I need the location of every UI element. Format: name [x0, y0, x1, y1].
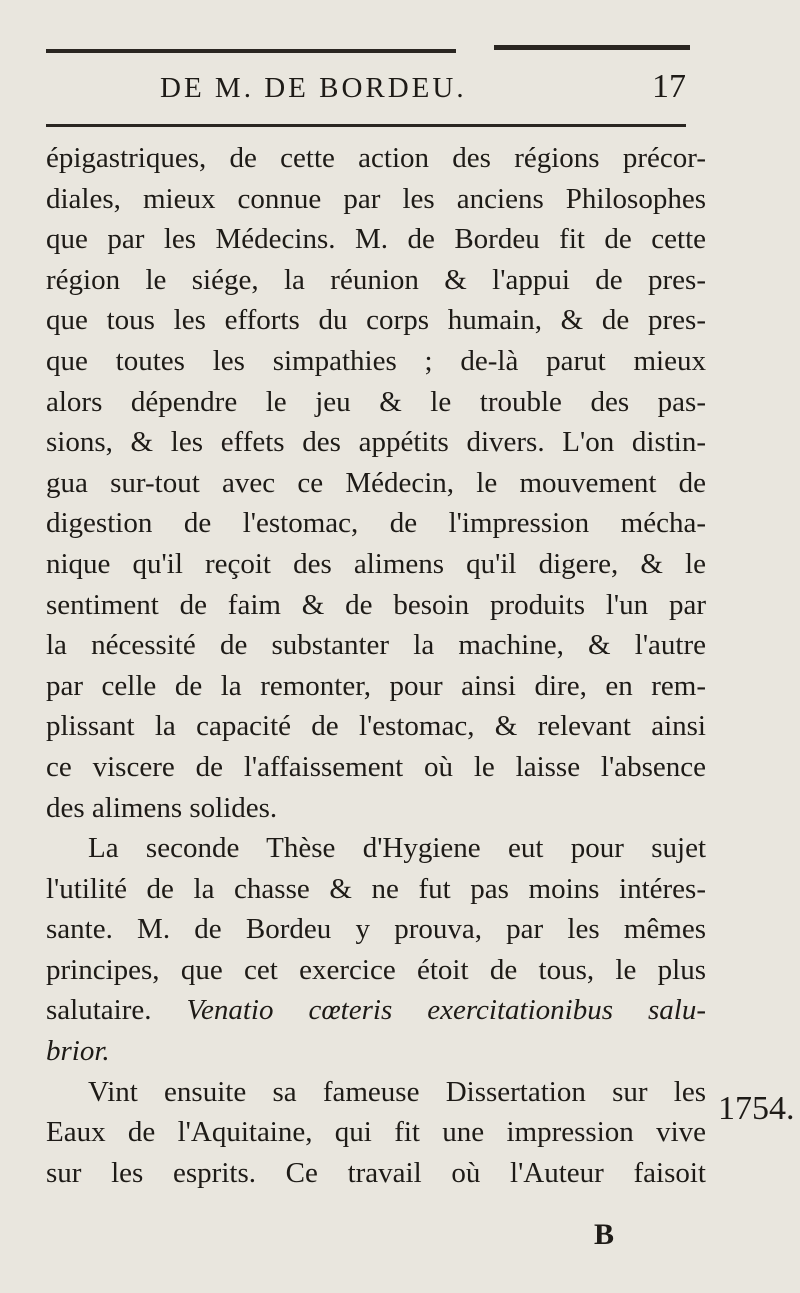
margin-year-note: 1754.: [718, 1090, 795, 1127]
text-line: sante. M. de Bordeu y prouva, par les mêmes: [46, 913, 706, 946]
text-line: La seconde Thèse d'Hygiene eut pour sujet: [88, 832, 706, 865]
page-number: 17: [652, 68, 686, 105]
latin-quote: Venatio cœteris exercitationibus salu-: [186, 994, 706, 1027]
text-line: sur les esprits. Ce travail où l'Auteur faisoit: [46, 1156, 706, 1189]
text-line: alors dépendre le jeu & le trouble des pas-: [46, 385, 706, 418]
text-line: nique qu'il reçoit des alimens qu'il digere, & le: [46, 547, 706, 580]
top-rule-right: [494, 45, 690, 50]
text-line: par celle de la remonter, pour ainsi dire, en rem-: [46, 669, 706, 702]
running-head: DE M. DE BORDEU.: [160, 72, 467, 104]
text-line: principes, que cet exercice étoit de tous, le plus: [46, 953, 706, 986]
latin-quote-end: brior.: [46, 1035, 110, 1068]
text-line: région le siége, la réunion & l'appui de pres-: [46, 263, 706, 296]
text-line: Eaux de l'Aquitaine, qui fit une impression vive: [46, 1116, 706, 1149]
text-line: Vint ensuite sa fameuse Dissertation sur les: [88, 1075, 706, 1108]
text-line: des alimens solides.: [46, 791, 278, 824]
text-line: sentiment de faim & de besoin produits l'un par: [46, 588, 706, 621]
signature-mark: B: [594, 1218, 615, 1251]
text-line: épigastriques, de cette action des régions précor-: [46, 142, 706, 174]
text-line: [46, 1031, 706, 1072]
text-line: digestion de l'estomac, de l'impression mécha-: [46, 507, 706, 540]
text-line: ce viscere de l'affaissement où le laisse l'absence: [46, 750, 706, 783]
header-rule: [46, 124, 686, 127]
body-text: [46, 138, 706, 1193]
text-line: l'utilité de la chasse & ne fut pas moins intéres-: [46, 872, 706, 905]
text-line: sions, & les effets des appétits divers. L'on distin-: [46, 426, 706, 459]
text-line: que toutes les simpathies ; de-là parut mieux: [46, 344, 706, 377]
text-line: gua sur-tout avec ce Médecin, le mouvement de: [46, 466, 706, 499]
text-line-span: salutaire.: [46, 994, 152, 1027]
text-line: que tous les efforts du corps humain, & de pres-: [46, 304, 706, 337]
text-line: diales, mieux connue par les anciens Philosophes: [46, 182, 706, 215]
text-line: plissant la capacité de l'estomac, & relevant ainsi: [46, 710, 706, 743]
text-line: [46, 990, 706, 1031]
top-rule-left: [46, 49, 456, 53]
text-line: la nécessité de substanter la machine, & l'autre: [46, 629, 706, 662]
text-line: que par les Médecins. M. de Bordeu fit de cette: [46, 223, 706, 256]
